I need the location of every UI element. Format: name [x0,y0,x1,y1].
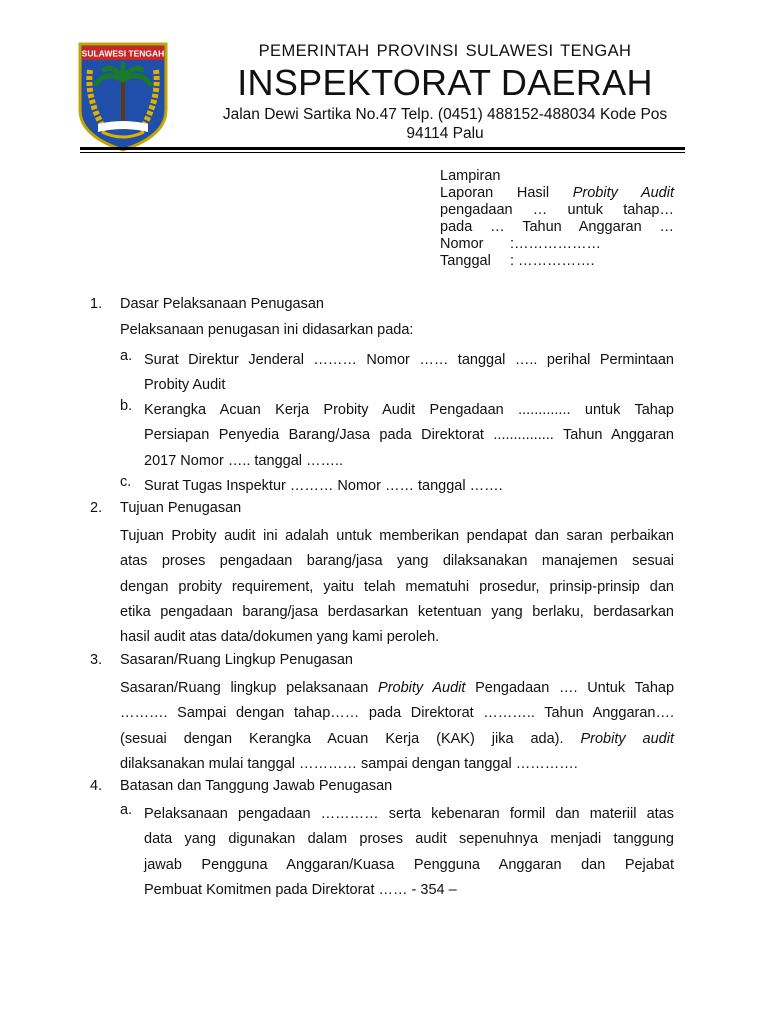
agency-title: INSPEKTORAT DAERAH [237,62,653,103]
provincial-emblem-icon [76,40,170,152]
list-item-line: Probity Audit [144,377,226,394]
attachment-line-3: pada … Tahun Anggaran … [440,219,674,235]
list-marker: b. [120,398,133,414]
section-title: Tujuan Penugasan [120,500,242,516]
section-title: Sasaran/Ruang Lingkup Penugasan [120,652,353,668]
address-line-2: 94114 Palu [406,125,484,142]
attachment-heading: Lampiran [440,168,501,184]
paragraph-line: ………. Sampai dengan tahap…… pada Direktorat ……….. Tahun Anggaran…. [120,705,674,722]
section-title: Batasan dan Tanggung Jawab Penugasan [120,778,393,794]
paragraph-line: dilaksanakan mulai tanggal ………… sampai dengan tanggal …………. [120,755,578,772]
section-number: 4. [90,778,103,794]
attachment-report-title: Laporan Hasil Probity Audit [440,185,674,201]
list-item-line: Pelaksanaan pengadaan ………… serta kebenaran formil dan materiil atas [144,806,674,822]
section-number: 2. [90,500,103,516]
address-line-1: Jalan Dewi Sartika No.47 Telp. (0451) 488152-488034 Kode Pos [222,106,668,123]
svg-text:SULAWESI TENGAH: SULAWESI TENGAH [81,48,165,59]
attachment-line-2: pengadaan … untuk tahap… [440,202,674,218]
attachment-block [440,168,674,270]
paragraph-line: Sasaran/Ruang lingkup pelaksanaan Probity Audit Pengadaan …. Untuk Tahap [120,680,675,696]
list-item [120,398,674,474]
paragraph-line: etika pengadaan barang/jasa berdasarkan ketentuan yang berlaku, berdasarkan [120,603,674,620]
list-item-line: 2017 Nomor ….. tanggal …….. [144,452,344,469]
paragraph-line: dengan probity requirement, yaitu telah mematuhi prosedur, prinsip-prinsip dan [120,578,674,595]
list-marker: a. [120,348,133,364]
section-number: 3. [90,652,103,668]
list-item [120,474,674,499]
list-item-line: Persiapan Penyedia Barang/Jasa pada Direktorat ............... Tahun Anggaran [144,427,674,444]
list-item-line: Kerangka Acuan Kerja Probity Audit Pengadaan ............. untuk Tahap [144,402,674,418]
section-intro: Pelaksanaan penugasan ini didasarkan pada: [120,322,414,338]
list-marker: c. [120,474,132,490]
letterhead-rule-thick [80,147,685,150]
section-title: Dasar Pelaksanaan Penugasan [120,296,324,312]
section-paragraph [120,676,674,777]
paragraph-line: atas proses pengadaan barang/jasa yang dilaksanakan manajemen sesuai [120,553,674,570]
list-item-line: Pembuat Komitmen pada Direktorat …… - 354 – [144,881,457,898]
list-item-line: data yang digunakan dalam proses audit sepenuhnya menjadi tanggung [144,831,674,848]
list-item-line: Surat Tugas Inspektur ……… Nomor …… tanggal ……. [144,478,503,494]
list-item [120,348,674,398]
attachment-tanggal: Tanggal : ……………. [440,253,595,269]
section-paragraph [120,524,674,650]
paragraph-line: hasil audit atas data/dokumen yang kami peroleh. [120,629,440,646]
list-item-line: Surat Direktur Jenderal ……… Nomor …… tanggal ….. perihal Permintaan [144,352,674,368]
list-item [120,802,674,906]
letterhead-rule-thin [80,152,685,153]
paragraph-line: Tujuan Probity audit ini adalah untuk memberikan pendapat dan saran perbaikan [120,528,674,544]
section-number: 1. [90,296,103,312]
list-marker: a. [120,802,133,818]
agency-address [190,105,700,143]
government-name: PEMERINTAH PROVINSI SULAWESI TENGAH [258,42,632,60]
list-item-line: jawab Pengguna Anggaran/Kuasa Pengguna Anggaran dan Pejabat [144,856,674,873]
attachment-nomor: Nomor :……………… [440,236,602,252]
paragraph-line: (sesuai dengan Kerangka Acuan Kerja (KAK) jika ada). Probity audit [120,730,674,747]
